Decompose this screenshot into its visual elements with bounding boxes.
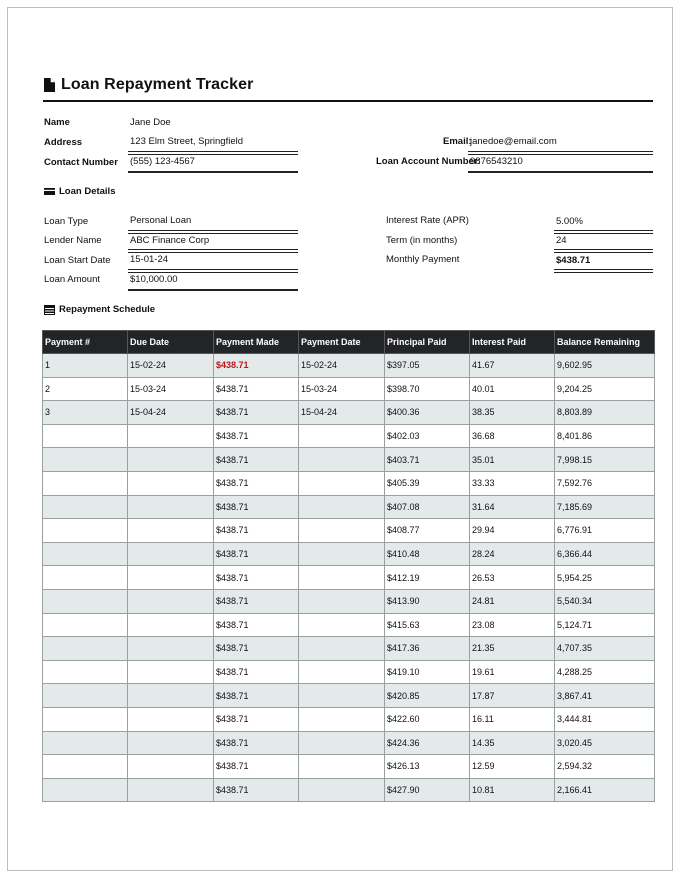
table-cell: 24.81 bbox=[470, 589, 555, 613]
loan-details-heading-text: Loan Details bbox=[59, 186, 116, 197]
address-value: 123 Elm Street, Springfield bbox=[130, 136, 244, 147]
contact-label: Contact Number bbox=[44, 157, 118, 168]
table-cell: 15-04-24 bbox=[128, 401, 214, 425]
monthly-value: $438.71 bbox=[556, 255, 591, 266]
column-header: Payment Made bbox=[214, 331, 299, 354]
rate-label: Interest Rate (APR) bbox=[386, 215, 469, 226]
column-header: Payment Date bbox=[299, 331, 385, 354]
table-cell: $417.36 bbox=[385, 637, 470, 661]
schedule-heading-text: Repayment Schedule bbox=[59, 304, 156, 315]
table-cell: $422.60 bbox=[385, 707, 470, 731]
table-cell bbox=[43, 589, 128, 613]
table-cell: $438.71 bbox=[214, 495, 299, 519]
table-cell: $398.70 bbox=[385, 377, 470, 401]
table-cell bbox=[128, 731, 214, 755]
table-cell: 29.94 bbox=[470, 519, 555, 543]
table-cell: 5,540.34 bbox=[555, 589, 655, 613]
table-cell: 26.53 bbox=[470, 566, 555, 590]
name-label: Name bbox=[44, 117, 70, 128]
table-cell: 31.64 bbox=[470, 495, 555, 519]
table-cell bbox=[43, 755, 128, 779]
table-cell: $408.77 bbox=[385, 519, 470, 543]
table-cell bbox=[128, 660, 214, 684]
table-cell: 40.01 bbox=[470, 377, 555, 401]
table-cell bbox=[128, 448, 214, 472]
table-cell: $438.71 bbox=[214, 519, 299, 543]
term-value: 24 bbox=[556, 235, 567, 246]
column-header: Payment # bbox=[43, 331, 128, 354]
table-cell bbox=[299, 519, 385, 543]
repayment-schedule-table bbox=[42, 330, 655, 802]
credit-card-icon bbox=[44, 188, 55, 195]
table-cell: 1 bbox=[43, 354, 128, 378]
table-cell bbox=[299, 542, 385, 566]
table-cell: $438.71 bbox=[214, 637, 299, 661]
table-cell: 3,444.81 bbox=[555, 707, 655, 731]
table-cell: 8,401.86 bbox=[555, 424, 655, 448]
table-cell bbox=[43, 637, 128, 661]
table-cell bbox=[43, 707, 128, 731]
table-cell bbox=[43, 519, 128, 543]
table-cell bbox=[299, 755, 385, 779]
table-cell bbox=[299, 471, 385, 495]
table-cell: 23.08 bbox=[470, 613, 555, 637]
table-cell: $397.05 bbox=[385, 354, 470, 378]
table-cell bbox=[128, 424, 214, 448]
table-cell: $438.71 bbox=[214, 354, 299, 378]
document-icon bbox=[44, 78, 55, 92]
table-cell: 4,288.25 bbox=[555, 660, 655, 684]
table-row bbox=[43, 424, 655, 448]
table-cell: $438.71 bbox=[214, 589, 299, 613]
page-title bbox=[44, 76, 254, 94]
table-cell: 15-03-24 bbox=[128, 377, 214, 401]
table-cell: 15-04-24 bbox=[299, 401, 385, 425]
table-cell: 33.33 bbox=[470, 471, 555, 495]
table-cell: 3,867.41 bbox=[555, 684, 655, 708]
table-row bbox=[43, 354, 655, 378]
table-row bbox=[43, 613, 655, 637]
table-cell bbox=[299, 731, 385, 755]
table-cell bbox=[128, 519, 214, 543]
loan-type-value: Personal Loan bbox=[130, 215, 192, 226]
table-cell bbox=[128, 613, 214, 637]
table-cell: 17.87 bbox=[470, 684, 555, 708]
email-underline bbox=[468, 151, 653, 155]
contact-value: (555) 123-4567 bbox=[130, 156, 195, 167]
table-header-row bbox=[43, 331, 655, 354]
table-cell: 36.68 bbox=[470, 424, 555, 448]
start-date-underline bbox=[128, 269, 298, 273]
table-cell: $438.71 bbox=[214, 707, 299, 731]
address-label: Address bbox=[44, 137, 83, 148]
table-row bbox=[43, 778, 655, 802]
table-row bbox=[43, 731, 655, 755]
account-label: Loan Account Number: bbox=[376, 156, 481, 167]
title-divider bbox=[43, 100, 653, 102]
table-cell: $438.71 bbox=[214, 377, 299, 401]
table-cell: $413.90 bbox=[385, 589, 470, 613]
table-cell: $438.71 bbox=[214, 660, 299, 684]
rate-underline bbox=[554, 230, 653, 234]
table-cell: $438.71 bbox=[214, 471, 299, 495]
table-cell bbox=[299, 424, 385, 448]
table-cell: 38.35 bbox=[470, 401, 555, 425]
table-cell: 6,366.44 bbox=[555, 542, 655, 566]
table-cell bbox=[43, 471, 128, 495]
table-cell bbox=[43, 495, 128, 519]
lender-value: ABC Finance Corp bbox=[130, 235, 210, 246]
email-label: Email: bbox=[443, 136, 472, 147]
column-header: Principal Paid bbox=[385, 331, 470, 354]
table-cell bbox=[299, 613, 385, 637]
table-cell: $420.85 bbox=[385, 684, 470, 708]
table-cell: 5,124.71 bbox=[555, 613, 655, 637]
table-cell: 15-02-24 bbox=[128, 354, 214, 378]
table-row bbox=[43, 401, 655, 425]
start-date-value: 15-01-24 bbox=[130, 254, 169, 265]
table-row bbox=[43, 519, 655, 543]
table-cell bbox=[299, 778, 385, 802]
column-header: Due Date bbox=[128, 331, 214, 354]
table-cell: 16.11 bbox=[470, 707, 555, 731]
table-cell: $405.39 bbox=[385, 471, 470, 495]
table-cell: 35.01 bbox=[470, 448, 555, 472]
table-cell: $400.36 bbox=[385, 401, 470, 425]
amount-value: $10,000.00 bbox=[130, 274, 178, 285]
table-cell: $438.71 bbox=[214, 566, 299, 590]
table-cell: $438.71 bbox=[214, 755, 299, 779]
amount-label: Loan Amount bbox=[44, 274, 100, 285]
table-cell: $438.71 bbox=[214, 448, 299, 472]
monthly-underline bbox=[554, 269, 653, 273]
table-cell: 12.59 bbox=[470, 755, 555, 779]
table-row bbox=[43, 448, 655, 472]
term-underline bbox=[554, 249, 653, 253]
table-row bbox=[43, 471, 655, 495]
table-cell: $438.71 bbox=[214, 731, 299, 755]
table-cell bbox=[128, 637, 214, 661]
table-row bbox=[43, 377, 655, 401]
contact-underline bbox=[128, 171, 298, 173]
table-row bbox=[43, 566, 655, 590]
table-cell bbox=[128, 495, 214, 519]
table-cell: $415.63 bbox=[385, 613, 470, 637]
column-header: Interest Paid bbox=[470, 331, 555, 354]
table-cell bbox=[43, 424, 128, 448]
table-cell bbox=[128, 684, 214, 708]
table-cell: 41.67 bbox=[470, 354, 555, 378]
table-cell: 2,166.41 bbox=[555, 778, 655, 802]
term-label: Term (in months) bbox=[386, 235, 458, 246]
table-cell: 8,803.89 bbox=[555, 401, 655, 425]
email-value: janedoe@email.com bbox=[470, 136, 557, 147]
table-row bbox=[43, 660, 655, 684]
table-cell bbox=[299, 660, 385, 684]
table-cell: $438.71 bbox=[214, 401, 299, 425]
table-cell: 7,592.76 bbox=[555, 471, 655, 495]
table-cell: $438.71 bbox=[214, 778, 299, 802]
table-cell: 3 bbox=[43, 401, 128, 425]
table-row bbox=[43, 495, 655, 519]
table-cell: 21.35 bbox=[470, 637, 555, 661]
table-cell: 9,204.25 bbox=[555, 377, 655, 401]
title-text: Loan Repayment Tracker bbox=[61, 76, 254, 93]
table-cell bbox=[128, 566, 214, 590]
table-cell: $438.71 bbox=[214, 424, 299, 448]
table-cell: $419.10 bbox=[385, 660, 470, 684]
table-cell: 3,020.45 bbox=[555, 731, 655, 755]
name-value: Jane Doe bbox=[130, 117, 171, 128]
table-cell: 6,776.91 bbox=[555, 519, 655, 543]
schedule-heading bbox=[44, 304, 155, 315]
table-cell bbox=[43, 566, 128, 590]
table-row bbox=[43, 684, 655, 708]
account-underline bbox=[468, 171, 653, 173]
table-icon bbox=[44, 305, 55, 315]
table-cell: $438.71 bbox=[214, 542, 299, 566]
table-cell: $438.71 bbox=[214, 684, 299, 708]
table-cell bbox=[299, 589, 385, 613]
table-cell: 2,594.32 bbox=[555, 755, 655, 779]
table-cell bbox=[299, 448, 385, 472]
table-cell bbox=[43, 731, 128, 755]
table-row bbox=[43, 755, 655, 779]
address-underline bbox=[128, 151, 298, 155]
table-cell: 15-03-24 bbox=[299, 377, 385, 401]
table-cell bbox=[43, 684, 128, 708]
table-row bbox=[43, 542, 655, 566]
table-row bbox=[43, 637, 655, 661]
rate-value: 5.00% bbox=[556, 216, 583, 227]
table-cell bbox=[299, 495, 385, 519]
table-cell bbox=[128, 589, 214, 613]
loan-details-heading bbox=[44, 186, 116, 197]
table-cell: $426.13 bbox=[385, 755, 470, 779]
table-cell bbox=[299, 684, 385, 708]
table-cell: $407.08 bbox=[385, 495, 470, 519]
table-cell: 15-02-24 bbox=[299, 354, 385, 378]
table-cell bbox=[299, 566, 385, 590]
account-value: 9876543210 bbox=[470, 156, 523, 167]
start-date-label: Loan Start Date bbox=[44, 255, 111, 266]
table-cell: 10.81 bbox=[470, 778, 555, 802]
table-cell: $424.36 bbox=[385, 731, 470, 755]
table-cell bbox=[128, 707, 214, 731]
table-cell: $412.19 bbox=[385, 566, 470, 590]
table-cell: $410.48 bbox=[385, 542, 470, 566]
lender-underline bbox=[128, 249, 298, 253]
table-row bbox=[43, 589, 655, 613]
lender-label: Lender Name bbox=[44, 235, 102, 246]
table-cell: $438.71 bbox=[214, 613, 299, 637]
table-cell: 7,998.15 bbox=[555, 448, 655, 472]
table-cell bbox=[43, 660, 128, 684]
table-cell bbox=[43, 448, 128, 472]
amount-underline bbox=[128, 289, 298, 291]
loan-type-label: Loan Type bbox=[44, 216, 89, 227]
table-cell: 14.35 bbox=[470, 731, 555, 755]
table-cell: 19.61 bbox=[470, 660, 555, 684]
table-cell: 5,954.25 bbox=[555, 566, 655, 590]
table-row bbox=[43, 707, 655, 731]
table-cell bbox=[128, 542, 214, 566]
table-cell: 9,602.95 bbox=[555, 354, 655, 378]
table-cell: 4,707.35 bbox=[555, 637, 655, 661]
table-cell bbox=[128, 471, 214, 495]
table-cell: $402.03 bbox=[385, 424, 470, 448]
table-cell bbox=[128, 755, 214, 779]
table-cell bbox=[299, 707, 385, 731]
table-cell bbox=[43, 542, 128, 566]
table-cell bbox=[299, 637, 385, 661]
column-header: Balance Remaining bbox=[555, 331, 655, 354]
table-cell: 2 bbox=[43, 377, 128, 401]
table-cell bbox=[43, 778, 128, 802]
loan-type-underline bbox=[128, 230, 298, 234]
table-cell: $427.90 bbox=[385, 778, 470, 802]
monthly-label: Monthly Payment bbox=[386, 254, 460, 265]
table-cell: 7,185.69 bbox=[555, 495, 655, 519]
table-cell: 28.24 bbox=[470, 542, 555, 566]
table-cell bbox=[128, 778, 214, 802]
table-cell bbox=[43, 613, 128, 637]
table-cell: $403.71 bbox=[385, 448, 470, 472]
